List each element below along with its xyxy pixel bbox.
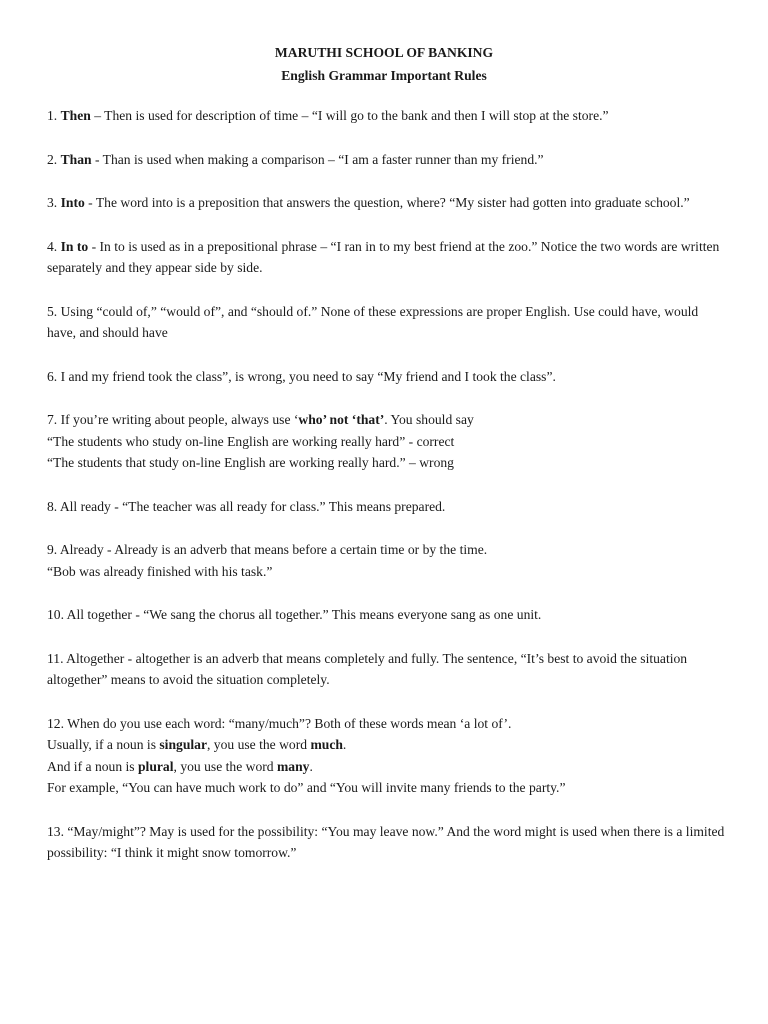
rule-9-line-1: 9. Already - Already is an adverb that means before a certain time or by the time.	[47, 542, 488, 557]
rule-2-term: Than	[60, 151, 92, 167]
rule-12-many: many	[276, 758, 310, 774]
rule-1-text	[47, 105, 728, 127]
rule-12-line-3e: .	[309, 758, 313, 774]
rule-4-term: In to	[60, 238, 89, 254]
rule-8	[47, 496, 728, 518]
rule-2-body: - Than is used when making a comparison – “I am a faster runner than my friend.”	[91, 151, 544, 167]
rule-12-line-2	[47, 734, 728, 756]
rule-6-text: 6. I and my friend took the class”, is wrong, you need to say “My friend and I took the class”.	[47, 368, 556, 384]
rule-1-body: – Then is used for description of time – “I will go to the bank and then I will stop at the store.”	[90, 108, 609, 123]
rule-7-line-2: “The students who study on-line English are working really hard” - correct	[47, 433, 455, 449]
rule-1-number: 1.	[47, 108, 61, 123]
rule-10	[47, 604, 728, 626]
rule-12	[47, 713, 728, 799]
rule-12-line-3a: And if a noun is	[47, 758, 138, 774]
rule-3-text	[47, 192, 728, 214]
rule-3-term: Into	[60, 195, 85, 210]
rule-7-line-3: “The students that study on-line English are working really hard.” – wrong	[47, 455, 454, 470]
rule-12-plural: plural	[138, 758, 174, 774]
document-title: MARUTHI SCHOOL OF BANKING	[274, 45, 494, 60]
rule-6	[47, 366, 728, 388]
rule-11-text: 11. Altogether - altogether is an adverb that means completely and fully. The sentence, “It’s best to avoid the situation altogether” means to avoid the situation completely.	[47, 650, 688, 687]
rule-3	[47, 192, 728, 214]
rule-3-body: - The word into is a preposition that answers the question, where? “My sister had gotten into graduate school.”	[84, 195, 690, 210]
rule-12-line-2a: Usually, if a noun is	[47, 737, 160, 752]
rule-10-text: 10. All together - “We sang the chorus all together.” This means everyone sang as one unit.	[47, 607, 542, 622]
rule-9-line-2: “Bob was already finished with his task.”	[47, 563, 273, 579]
rule-5-text: 5. Using “could of,” “would of”, and “should of.” None of these expressions are proper English. Use could have, would have, and should have	[47, 303, 699, 340]
rule-7-tail: . You should say	[384, 412, 474, 427]
rule-7	[47, 409, 728, 474]
rule-2-text	[47, 149, 728, 171]
rule-12-line-4: For example, “You can have much work to do” and “You will invite many friends to the party.”	[47, 780, 566, 795]
rule-1-term: Then	[60, 108, 91, 123]
rule-4-text	[47, 236, 728, 279]
rule-2	[47, 149, 728, 171]
rule-4-number: 4.	[47, 238, 61, 254]
rule-12-line-3c: , you use the word	[173, 758, 277, 774]
rule-9	[47, 539, 728, 582]
rule-7-lead: 7. If you’re writing about people, always use ‘	[47, 412, 299, 427]
rule-13	[47, 821, 728, 864]
rule-7-line-1	[47, 409, 728, 431]
rule-8-text: 8. All ready - “The teacher was all ready for class.” This means prepared.	[47, 498, 446, 514]
rule-12-line-3	[47, 756, 728, 778]
document-subtitle: English Grammar Important Rules	[281, 68, 487, 83]
rule-12-singular: singular	[159, 737, 207, 752]
rule-4	[47, 236, 728, 279]
rule-12-line-2c: , you use the word	[206, 737, 311, 752]
rule-12-much: much	[310, 737, 343, 752]
rules-list	[47, 105, 728, 864]
rule-11	[47, 648, 728, 691]
rule-12-line-2e: .	[342, 737, 347, 752]
rule-3-number: 3.	[47, 195, 61, 210]
rule-2-number: 2.	[47, 151, 61, 167]
rule-4-body: - In to is used as in a prepositional phrase – “I ran in to my best friend at the zoo.” Notice the two words are written separately and they appear side by side.	[47, 238, 720, 275]
rule-5	[47, 301, 728, 344]
rule-1	[47, 105, 728, 127]
rule-7-bold: who’ not ‘that’	[298, 412, 385, 427]
rule-12-line-1: 12. When do you use each word: “many/much”? Both of these words mean ‘a lot of’.	[47, 715, 512, 731]
document-header	[40, 41, 728, 87]
rule-13-text: 13. “May/might”? May is used for the possibility: “You may leave now.” And the word might is used when there is a limited possibility: “I think it might snow tomorrow.”	[47, 823, 725, 860]
